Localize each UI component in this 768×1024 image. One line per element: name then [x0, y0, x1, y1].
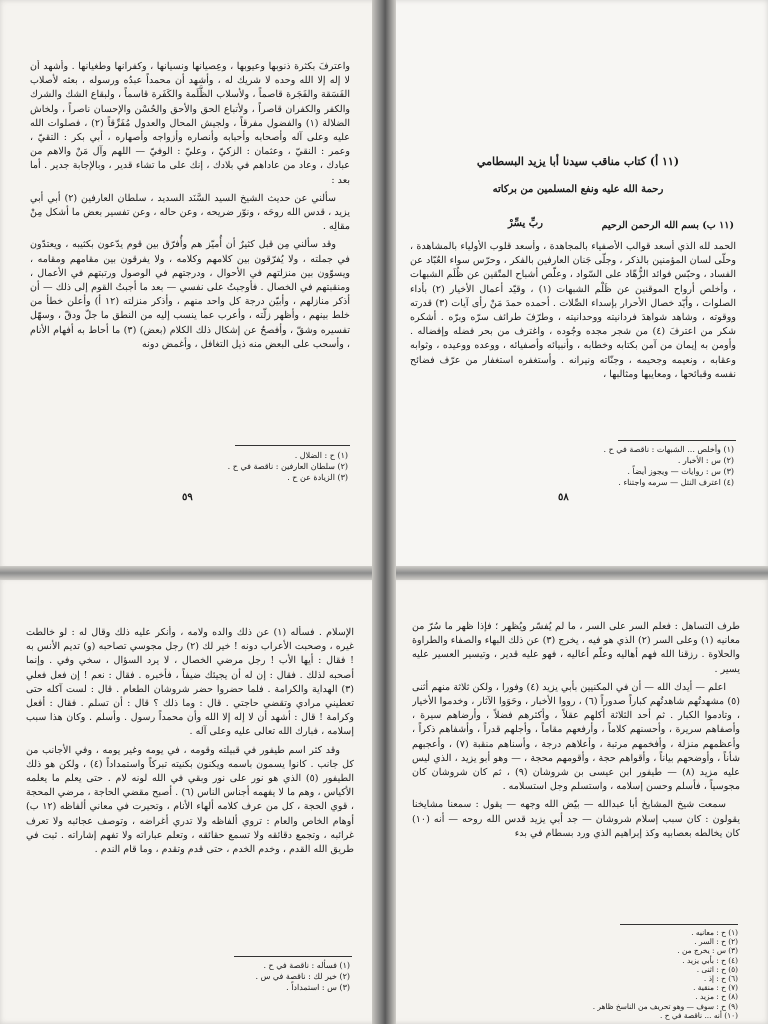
page-58-footnotes	[534, 444, 734, 488]
chapter-subtitle: رحمة الله عليه ونفع المسلمين من بركاته	[492, 184, 664, 195]
paragraph: طرف التساهل : فعلم السر على السر ، ما لم يُفسّر ويُظهر ؛ فإذا ظهر ما سُرّ من معانيه (١) وعلى السر (٢) الذي هو فيه ، يخرج (٣) عن ذلك البهاء والصفاء والطراوة والحلاوة . رزقنا الله فهم أهاليه وعلّم أعاليه ، فهو عليه قدير ، وتيسير العسير عليه يسير .	[412, 621, 740, 675]
footnote: (٣) الزيادة عن ح .	[287, 473, 348, 482]
paragraph: واعترفَ بكثرة ذنوبها وعيوبها ، وعِصيانها ونسيانها ، وكفرانها وطغيانها . وأشهد أن لا إله إلا الله وحده لا شريك له ، وأشهد أن محمداً عبدُه ورسوله ، بعثه لأصلاب الفَسَقة والفَجَرة قاصماً ، ولأسلاب الظَّلَمة والكَفَرة قاسماً ، ولبقاع الشك والشرك والكفر والكفران قاصراً ، ولأتباع الحق والأحق والحُسْن والإحسان ناصراً ، ولخاش الضلالة (١) والفضول مفرقاً ، ولجيش المحال والعدول مُفَرِّقاً (٢) ، فصلوات الله عليه وعلى آله وأصحابه وأحبابه وأنصاره وأزواجه وأصهاره ، أبي بكر : التقيّ ، وعمر : النقيّ ، وعثمان : الزكيّ ، وعليّ : الوفيّ — اللهم وآل مَنْ والاهم من عبادك ، وعاد من عاداهم في بلادك ، إنك على ما تشاء قدير ، وبالإجابة جدير . أما بعد :	[30, 61, 350, 186]
paragraph: وقد كثر اسم طيفور في قبيلته وقومه ، في يومه وغير يومه ، وفي الأجانب من كل جانب . كانوا يسمون باسمه ويكنون بكنيته تبركاً واستمداداً (٤) ، ولكن هو ذلك الطيفور (٥) الذي هو نور على نور وبقي في الله لونه لام . حتى يعلم ما يعلمه الأكياس ، وهم ما لا يفهمه أجناس الناس (٦) . أصبح مقضي الحاجة ، مرضي المحجة ، قوي الحجة ، كل من عرف كلامه ألهاء الأنام ، وتحيرت في معاني ألفاظه (١٢ ب) أوهام الخاص والعام : تروي ألفاظه ولا تدري أغراضه ، وتوصف عجائبه ولا تعرف غرائبه ، وتجمع دقائقه ولا تسمع حقائقه ، وتعلم عباراته ولا تفهم إشاراته . ثبت في طريق الله القدم ، وخدم الخدم ، حتى قدم وتقدم ، وما قام الندم .	[26, 744, 354, 856]
footnote: (١) وأخلص ... الشبهات : ناقصة في ح .	[603, 445, 734, 454]
book-spine	[372, 0, 396, 1024]
footnote: (٨) ح : مزيد .	[695, 992, 738, 1002]
page-61-body	[26, 626, 354, 948]
footnote: (٤) اعترف النتل — سرمه واجتناء .	[618, 478, 734, 487]
footnote: (٢) سلطان العارفين : ناقصة في ح .	[227, 462, 348, 471]
footnote-rule	[235, 445, 350, 446]
rabbi-yassir: ربِّ يسِّرْ	[508, 218, 543, 229]
page-61-footnotes	[150, 960, 350, 993]
page-59-body	[30, 60, 350, 440]
chapter-title: (١١ أ) كتاب مناقب سيدنا أبا يزيد البسطامي	[476, 155, 680, 168]
footnote: (٣) س : يخرج من .	[677, 946, 738, 956]
paragraph: اعلم — أيدك الله — أن في المكنيين بأبي يزيد (٤) وفورا ، ولكن ثلاثة منهم أثنى (٥) مشهدتُهم شاهدتُهم كباراً صدوراً (٦) ، رووا الأخبار ، وحَوَوا الآثار ، وخدموا الأخيار ، وتادموا الكبار . ثم أحد الثلاثة أكلهم عقلاً ، وأكثرهم فضلاً ، وأرضاهم سيرة ، وأصفاهم سريرة ، وأحسنهم كلاماً ، وأرفعهم مقاماً ، وأجلهم قدراً ، وأشفاهم ذكراً ، وأعظمهم منزلة ، وأفخمهم مرتبة ، وأعلاهم درجة ، وأسناهم منقبة (٧) ، وأعجبهم شأناً ، وأوضحهم بياناً ، وأقواهم حجة ، وأقومهم محجة ، — وهو أبو يزيد ، الذي ليس عليه مزيد (٨) — طيفور ابن عيسى بن شروشان (٩) ، ثم كان شروشان كان مجوسياً ، فأسلم وحسن إسلامه ، واستسلم وجل استسلامه .	[412, 681, 740, 793]
footnote: (١) فسأله : ناقصة في ح .	[263, 961, 350, 970]
page-60-footnotes	[518, 928, 738, 1020]
page-number: ٥٨	[558, 492, 569, 503]
footnote: (٢) س : الأخبار .	[677, 456, 734, 465]
footnote: (٣) س : روايات — ويجوز أيضاً .	[627, 467, 734, 476]
footnote: (١) ح : الضلال .	[294, 451, 348, 460]
page-59	[0, 0, 380, 570]
footnote: (٤) ح : بأبي يزيد .	[682, 955, 738, 965]
page-number: ٥٩	[182, 492, 193, 503]
page-58-body	[410, 240, 736, 440]
bismillah: (١١ ب) بسم الله الرحمن الرحيم	[601, 220, 734, 231]
page-59-footnotes	[148, 450, 348, 483]
page-60-body	[412, 620, 740, 920]
footnote: (٥) ح : اثنى .	[696, 964, 738, 974]
footnote-rule	[618, 440, 736, 441]
footnote: (٣) س : استمداداً .	[286, 983, 350, 992]
paragraph: وقد سألني مِن قبل كثيرٌ أن أُميّز هم وأُفرّق بين قوم يدّعون بكثيبه ، ويعتدّون في جملته ، ولا يُفرّقون بين كلامهم وكلامه ، ولا يفرقون بين مقامهم ومقامه ، ويسوّون بين منزلتهم في الأحوال ، ودرجتهم في الوصول ورتبتهم في الأعمال ، ومنقبتهم في الخصال . فأوجبتُ على نفسي — بعد ما أجبتُ القوم إلى ذلك — أن أذكر منازلهم ، وأبيّن درجة كل واحد منهم ، وأذكر منزلته (١٢ أ) وأعلن خطأ من خلط بينهم ، وأظهر زلّته ، وأعرب عما ينسب إليه من النطق ما جلّ ودقّ ، وسهّل تفسيره وشقّ ، وأفصحُ عن إشكال ذلك الكلام (بعض) (٣) ما أحاط به أفهام الأنام ، وأسحب على البعض منه ذيل التغافل ، وأغمض دونه	[30, 239, 350, 350]
footnote-rule	[234, 956, 352, 957]
page-58	[388, 0, 768, 570]
footnote: (٩) ح : سوف — وهو تحريف من الناسخ ظاهر .	[592, 1001, 738, 1011]
paragraph: سألني عن حديث الشيخ السيد السَّنَد السديد ، سلطان العارفين (٢) أبي أبي يزيد ، قدس الله روحَه ، ونوّر ضريحه ، وعن حاله ، وعن تفسير بعض ما أشكل مِنْ مقالِه .	[30, 192, 350, 233]
footnote: (٧) ح : منقية .	[693, 983, 738, 993]
footnote: (٢) خير لك : ناقصة في س .	[255, 972, 350, 981]
footnote: (٦) ح : إذ .	[703, 974, 738, 984]
footnote: (١) ح : معانيه .	[691, 928, 738, 937]
page-61	[0, 578, 380, 1024]
paragraph: الإسلام . فسأله (١) عن ذلك والده ولامه ، وأنكر عليه ذلك وقال له : لو خالطت غيره ، وصحبت الأعراب دونه ! خير لك (٢) رجل مجوسي تصاحبه (و) تديم الأنس به ! فقال : أيها الأب ! رجل مرضي الخصال ، لا يرد السؤال ، سخي وفي . وإنما أصحبه لذلك . فقال : إن له أن يجيئك ضيفاً ، فأخبره . فقال : نعم ! إن فعل فعلي (٣) الهداية والكرامة . فلما حضروا حضر شروشان الطعام . قال : لست آكله حتى تعطيني مرادي وتقضي حاجتي . قال : وما ذلك ؟ قال : أن تسلم . فقال : أفعل وكرامة ! قال : أشهد أن لا إله إلا الله وأن محمداً رسول . وأسلم . وكان هذا سبب إسلامه ، فبارك الله تعالى عليه وعلى آله .	[26, 627, 354, 738]
page-60	[388, 578, 768, 1024]
footnote-rule	[620, 924, 738, 925]
footnote: (٢) ح : السر .	[694, 937, 738, 947]
footnote: (١٠) أنه ... ناقصة في ح .	[660, 1010, 738, 1020]
paragraph: سمعت شيخ المشايخ أبا عبدالله — بيّض الله وجهه — يقول : سمعنا مشايخنا يقولون : كان سبب إسلام شروشان — جد أبي يزيد قدس الله روحه — أنه (١٠) كان يخالطه بعصابيه وكذ إبراهيم الذي ورد بسطام في بدء	[412, 799, 740, 839]
paragraph: الحمد لله الذي أسعد قوالب الأصفياء بالمجاهدة ، وأسعد قلوب الأولياء بالمشاهدة ، وحلّى لسان المؤمنين بالذكر ، وجلّى جَنان العارفين بالفكر ، وحرّس سواء العُبّاد عن الفساد ، وحبّس فوائد الزُّهّاد على السّواد ، وعلّص أشباح المتّقين عن ظُلَم الشبهات ، وأخلص أرواح الموقنين عن ظَلْم الشبهات (١) ، وقيّد أعمال الأخيار (٢) بأداء الصلوات ، وأيّد خصال الأحرار بإسداء الصِّلات . أحمده حمدَ مَنْ رأى آيات (٣) قدرته ووقوته ، وشاهد شواهدَ فردانيته ووحدانيته ، وطرّفَ طرائف سرّه وبرّه . أشكره شكر من اعترفَ (٤) من شجر مجده وجُوده ، واغترف من بحر فضله وإفضاله . وأومن به إيمان من آمن بكتابه وخطابه ، وأنبيائه وأصفيائه ، ووعده ووعيده ، وثوابه وعقابه ، ونعيمه وجحيمه ، وجنّاته ونيرانه . وأستغفره استغفار من عرّف فضائح نفسه وقبائحها ، ومعايبها ومثالبها ،	[410, 241, 736, 380]
